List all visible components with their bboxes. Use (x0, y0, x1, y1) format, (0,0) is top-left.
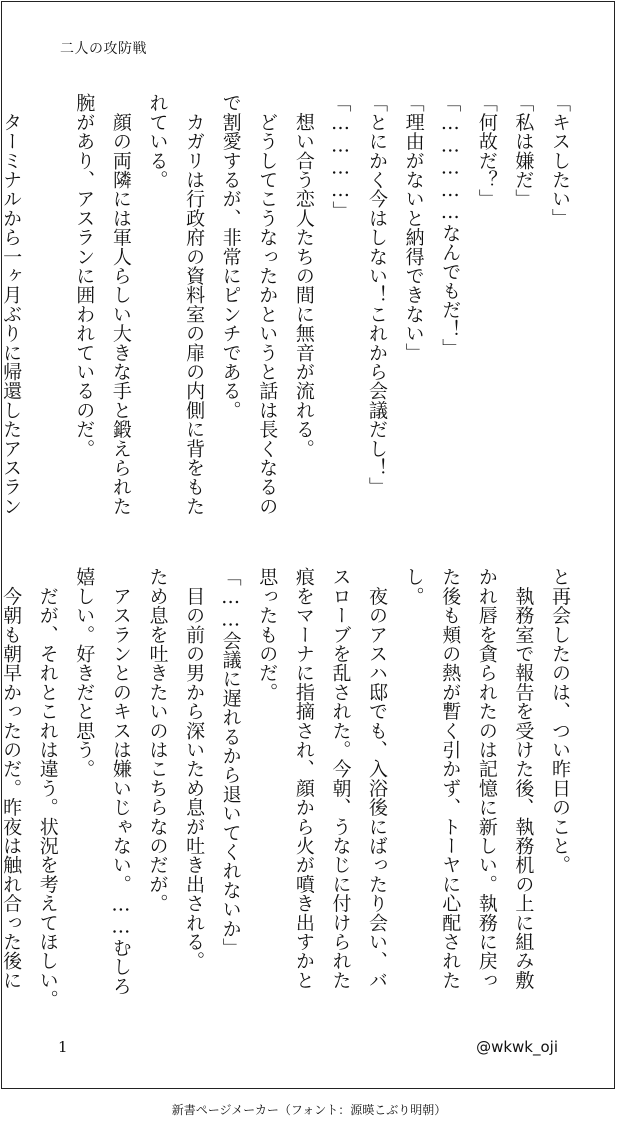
text-line: だが、それとこれは違う。状況を考えてほしい。 (36, 567, 59, 1009)
text-line: 顔の両隣には軍人らしい大きな手と鍛えられた (109, 93, 132, 516)
text-line: どうしてこうなったかというと話は長くなるの (256, 93, 279, 516)
text-line: で割愛するが、非常にピンチである。 (219, 93, 242, 420)
text-line: 今朝も朝早かったのだ。昨夜は触れ合った後に (0, 567, 23, 990)
text-line: スローブを乱された。今朝、うなじに付けられた (329, 567, 352, 990)
text-line: 想い合う恋人たちの間に無音が流れる。 (292, 93, 315, 458)
text-line: 「理由がないと納得できない」 (402, 93, 425, 362)
page-number: 1 (58, 1038, 68, 1056)
author-handle: @wkwk_oji (476, 1038, 558, 1056)
text-line: 腕があり、アスランに囲われているのだ。 (73, 93, 96, 458)
generator-credit: 新書ページメーカー（フォント：源暎こぶり明朝） (171, 1103, 447, 1117)
text-line: 「……会議に遅れるから退いてくれないか」 (219, 567, 242, 957)
upper-text-column (0, 93, 578, 525)
text-line: カガリは行政府の資料室の扉の内側に背をもた (183, 93, 206, 516)
page-header-title: 二人の攻防戦 (60, 41, 147, 57)
text-line: 「私は嫌だ」 (512, 93, 535, 209)
text-line: 痕をマーナに指摘され、顔から火が噴き出すかと (292, 567, 315, 990)
text-line: 「とにかく今はしない！これから会議だし！」 (366, 93, 389, 497)
text-line: ため息を吐きたいのはこちらなのだが。 (146, 567, 169, 913)
text-line: と再会したのは、つい昨日のこと。 (549, 567, 571, 875)
text-line: 「キスしたい」 (549, 93, 571, 228)
text-line: た後も頬の熱が暫く引かず、トーヤに心配された (439, 567, 462, 990)
book-page (1, 1, 615, 1089)
text-line: 「…………」 (329, 93, 352, 221)
text-line: 嬉しい。好きだと思う。 (73, 567, 96, 779)
text-line: かれ唇を貪られたのは記憶に新しい。執務に戻っ (475, 567, 498, 990)
text-line: し。 (402, 567, 425, 606)
text-line: 「何故だ？」 (475, 93, 498, 209)
text-line: アスランとのキスは嫌いじゃない。……むしろ (109, 567, 132, 996)
text-line: ターミナルから一ヶ月ぶりに帰還したアスラン (0, 93, 23, 516)
text-line: れている。 (146, 93, 169, 189)
text-line: 夜のアスハ邸でも、入浴後にばったり会い、バ (366, 567, 389, 990)
text-line: 目の前の男から深いため息が吐き出される。 (183, 567, 206, 971)
text-line: 執務室で報告を受けた後、執務机の上に組み敷 (512, 567, 535, 990)
text-line: 「……………なんでもだ！」 (439, 93, 462, 358)
text-line: 思ったものだ。 (256, 567, 279, 702)
blank-line (29, 93, 66, 525)
lower-text-column (0, 567, 578, 1009)
